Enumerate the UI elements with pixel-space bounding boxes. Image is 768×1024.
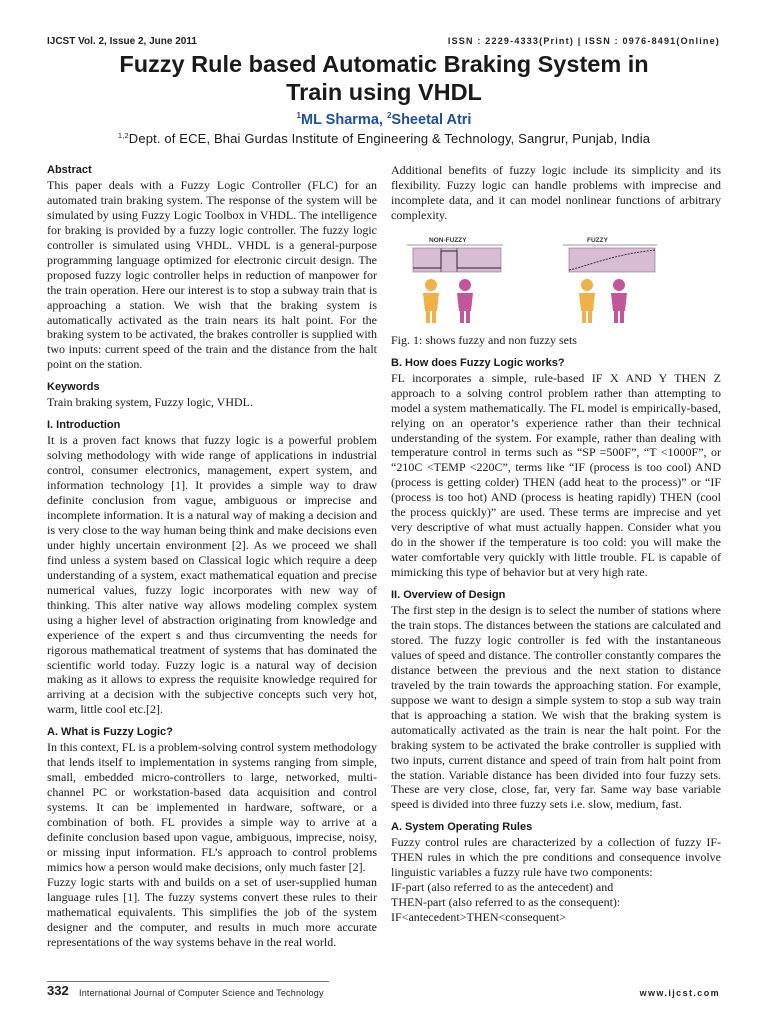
fuzzy-sets-figure [391,233,721,333]
footer-website: www.ijcst.com [639,988,720,998]
keywords-text: Train braking system, Fuzzy logic, VHDL. [47,395,253,410]
figure-person-3-body [579,293,595,311]
figure-person-2-leg-left [460,311,464,323]
how-works-heading: B. How does Fuzzy Logic works? [391,356,565,369]
figure-person-2-leg-right [466,311,470,323]
running-header-left: IJCST Vol. 2, Issue 2, June 2011 [47,36,197,47]
left-column [47,163,377,950]
title-line-2: Train using VHDL [286,79,482,105]
title-line-1: Fuzzy Rule based Automatic Braking System in [119,51,649,77]
introduction-text: It is a proven fact knows that fuzzy logic is a powerful problem solving methodology with wide range of applications in industrial control, consumer electronics, management, expert system, and information technology [1]. It provides a simple way to draw definite conclusion from vague, ambiguous or imprecise and incomplete information. It is a natural way of making a decision and is very close to the way human being think and make decisions even under highly uncertain environment [2]. As we proceed we shall find unless a system based on Classical logic which require a deep understanding of a system, exact mathematical equation and precise numerical values, fuzzy logic incorporates with new way of thinking. This alter native way allows modeling complex system using a higher level of abstraction originating from knowledge and experience of the expert s and thus circumventing the needs for rigorous mathematical treatment of systems that has dominated the scientific world today. Fuzzy logic is a natural way of decision making as it allows to express the requisite knowledge required for arriving at a decision with the subjective concepts such very hot, warm, little cool etc.[2]. [47,433,377,717]
page-number: 332 [47,983,69,998]
what-is-fuzzy-text-1: In this context, FL is a problem-solving control system methodology that lends itself to implementation in systems ranging from simple, small, embedded micro-controllers to large, networked, multi-channel PC or workstation-based data acquisition and control systems. It can be implemented in hardware, software, or a combination of both. FL provides a simple way to arrive at a definite conclusion based upon vague, ambiguous, imprecise, noisy, or missing input information. FL’s approach to control problems mimics how a person would make decisions, only much faster [2]. [47,740,377,874]
benefits-text: Additional benefits of fuzzy logic include its simplicity and its flexibility. Fuzzy logic can handle problems with imprecise and incomplete data, and it can model nonlinear functions of arbitrary complexity. [391,163,721,222]
figure-person-4-head [613,279,625,291]
affiliation-mark: 1,2 [117,131,129,140]
introduction-heading: I. Introduction [47,419,121,432]
affiliation [0,131,768,146]
rules-text: Fuzzy control rules are characterized by a collection of fuzzy IF-THEN rules in which the pre conditions and consequence involve linguistic variables a fuzzy rule have two components: [391,835,721,880]
footer-rule [47,981,329,982]
paper-title [0,50,768,106]
affiliation-text: Dept. of ECE, Bhai Gurdas Institute of Engineering & Technology, Sangrur, Punjab, India [128,131,651,146]
figure-person-4-leg-right [620,311,624,323]
how-works-text: FL incorporates a simple, rule-based IF X AND Y THEN Z approach to a solving control problem rather than attempting to model a system mathematically. The FL model is empirically-based, relying on an operator’s experience rather than their technical understanding of the system. For example, rather than dealing with temperature control in terms such as “SP =500F”, “T <1000F”, or “210C <TEMP <220C”, terms like “IF (process is too cool) AND (process is getting colder) THEN (add heat to the process)” or “IF (process is too hot) AND (process is heating rapidly) THEN (cool the process quickly)” are used. These terms are imprecise and yet very descriptive of what must actually happen. Consider what you do in the shower if the temperature is too cold: you will make the water comfortable very quickly with little trouble. FL is capable of mimicking this type of behavior but at very high rate. [391,370,721,580]
rules-line-3: IF<antecedent>THEN<consequent> [391,910,567,925]
rules-heading: A. System Operating Rules [391,821,533,834]
figure-person-2-head [459,279,471,291]
figure-person-4-body [611,293,627,311]
author-list [0,111,768,128]
figure-person-2-body [457,293,473,311]
figure-person-3-leg-right [588,311,592,323]
abstract-text: This paper deals with a Fuzzy Logic Controller (FLC) for an automated train braking system. The response of the system will be simulated by using Fuzzy Logic Toolbox in VHDL. The intelligence for braking is provided by a fuzzy logic controller. The fuzzy logic controller is simulated using VHDL. VHDL is a general-purpose programming language optimized for electronic circuit design. The proposed fuzzy logic controller helps in reduction of manpower for the train operation. Here our interest is to stop a subway train that is approaching a station. We wish that the braking system is automatically activated as the train nears its halt point. For the braking system to be activated, the brakes controller is supplied with two inputs: current speed of the train and the distance from the halt point on the station. [47,177,377,372]
overview-text: The first step in the design is to select the number of stations where the train stops. The distances between the stations are calculated and stored. The fuzzy logic controller is fed with the instantaneous values of speed and distance. The controller constantly compares the distance between the previous and the next station to distance traveled by the train towards the approaching station. For example, suppose we want to design a simple system to stop a sub way train that is approaching a station. We wish that the braking system is automatically activated as the train is near the halt point. For the braking system to be activated the brake controller is supplied with two inputs, current distance and speed of train from halt point from the station. Variable distance has been divided into four fuzzy sets. These are very close, close, far, very far. Same way base variable speed is divided into three fuzzy sets i.e. slow, medium, fast. [391,603,721,812]
fuzzy-sets-illustration [391,233,721,333]
rules-line-2: THEN-part (also referred to as the consequent): [391,895,621,910]
figure-caption: Fig. 1: shows fuzzy and non fuzzy sets [391,332,577,347]
figure-person-4-leg-left [614,311,618,323]
right-column [391,163,721,925]
label-fuzzy: FUZZY [587,236,608,244]
abstract-heading: Abstract [47,164,92,176]
author-2-mark: 2 [386,111,392,120]
keywords-heading: Keywords [47,381,100,394]
overview-heading: II. Overview of Design [391,589,506,602]
label-nonfuzzy: NON-FUZZY [429,236,467,244]
author-2: Sheetal Atri [391,112,472,128]
footer-journal-name: International Journal of Computer Science and Technology [79,988,324,998]
what-is-fuzzy-text-2: Fuzzy logic starts with and builds on a set of user-supplied human language rules [1]. The fuzzy systems convert these rules to their mathematical equivalents. This simplifies the job of the system designer and the computer, and results in much more accurate representations of the way systems behave in the real world. [47,874,377,949]
author-1: ML Sharma, [300,112,383,128]
author-1-mark: 1 [296,111,301,120]
figure-person-1-leg-right [432,311,436,323]
rules-line-1: IF-part (also referred to as the antecedent) and [391,880,614,895]
figure-person-1-head [425,279,437,291]
figure-person-1-leg-left [426,311,430,323]
figure-person-3-leg-left [582,311,586,323]
running-header-issn: ISSN : 2229-4333(Print) | ISSN : 0976-8491(Online) [447,36,720,46]
figure-person-3-head [581,279,593,291]
figure-person-1-body [423,293,439,311]
what-is-fuzzy-heading: A. What is Fuzzy Logic? [47,726,173,739]
